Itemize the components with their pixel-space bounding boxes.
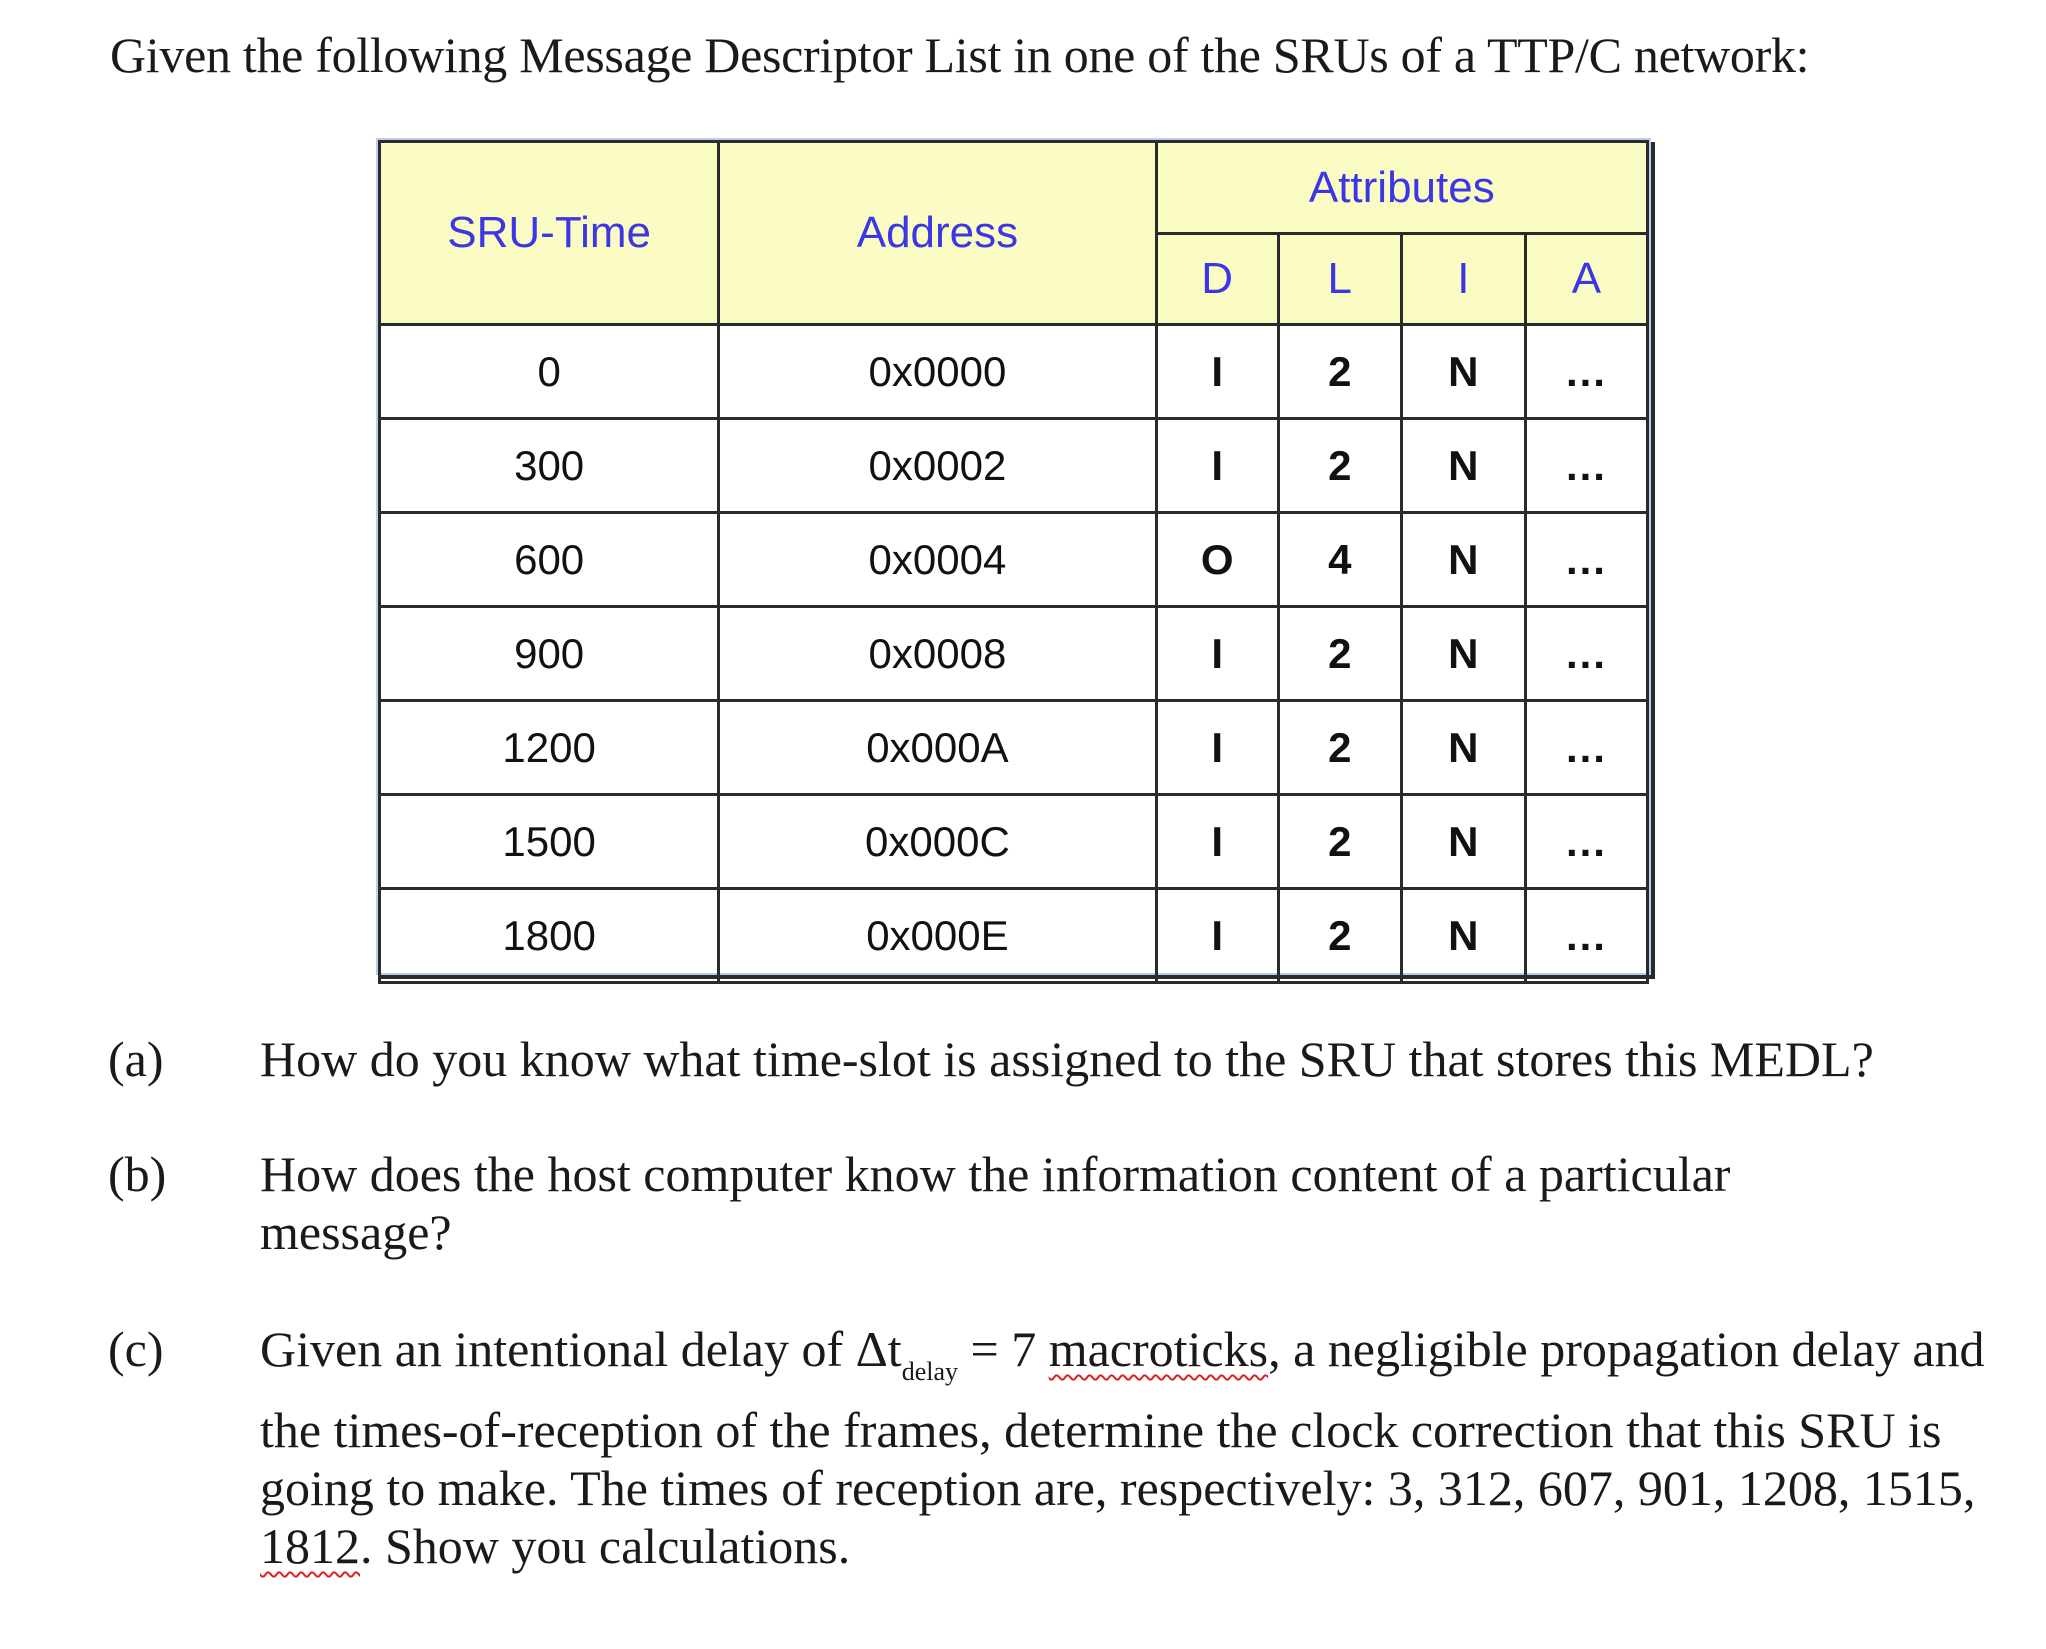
question-a-text: How do you know what time-slot is assigned to the SRU that stores this MEDL? [260, 1031, 1874, 1087]
header-d: D [1156, 234, 1278, 325]
cell-i: N [1401, 795, 1525, 889]
cell-sru-time: 0 [380, 325, 719, 419]
cell-l: 2 [1278, 889, 1401, 983]
question-c-part3: , a negligible propagation delay and the times-of-reception of the frames, determine the clock correction that this SRU is going to make. The times of reception are, respectively: 3, 312, 607, 901, 1208, 1515, [260, 1321, 1985, 1516]
medl-table-container [376, 138, 1651, 975]
cell-address: 0x000E [719, 889, 1156, 983]
cell-sru-time: 900 [380, 607, 719, 701]
header-l: L [1278, 234, 1401, 325]
medl-table [378, 140, 1649, 984]
cell-l: 2 [1278, 607, 1401, 701]
cell-d: I [1156, 607, 1278, 701]
cell-d: I [1156, 419, 1278, 513]
cell-l: 2 [1278, 795, 1401, 889]
intro-text: Given the following Message Descriptor List in one of the SRUs of a TTP/C network: [110, 27, 1810, 83]
question-c-part2: = 7 [958, 1321, 1049, 1377]
cell-a: ... [1525, 889, 1647, 983]
cell-i: N [1401, 513, 1525, 607]
cell-i: N [1401, 701, 1525, 795]
cell-l: 2 [1278, 419, 1401, 513]
cell-sru-time: 600 [380, 513, 719, 607]
header-a: A [1525, 234, 1647, 325]
cell-a: ... [1525, 701, 1647, 795]
header-attributes: Attributes [1156, 142, 1647, 234]
question-b-text: How does the host computer know the information content of a particular message? [260, 1146, 1731, 1260]
cell-sru-time: 1500 [380, 795, 719, 889]
delay-subscript: delay [901, 1357, 959, 1386]
cell-address: 0x000A [719, 701, 1156, 795]
question-c-part1: Given an intentional delay of Δt [260, 1321, 902, 1377]
cell-address: 0x0008 [719, 607, 1156, 701]
cell-address: 0x0002 [719, 419, 1156, 513]
cell-a: ... [1525, 795, 1647, 889]
header-sru-time: SRU-Time [380, 142, 719, 325]
cell-sru-time: 1200 [380, 701, 719, 795]
cell-sru-time: 1800 [380, 889, 719, 983]
table-row [380, 325, 1648, 419]
cell-address: 0x000C [719, 795, 1156, 889]
cell-d: I [1156, 889, 1278, 983]
cell-a: ... [1525, 513, 1647, 607]
cell-l: 4 [1278, 513, 1401, 607]
question-c-text [260, 1320, 2030, 1575]
table-row [380, 513, 1648, 607]
question-a-label: (a) [108, 1031, 164, 1087]
table-row [380, 889, 1648, 983]
table-row [380, 795, 1648, 889]
table-row [380, 607, 1648, 701]
cell-l: 2 [1278, 325, 1401, 419]
cell-i: N [1401, 419, 1525, 513]
cell-address: 0x0000 [719, 325, 1156, 419]
cell-d: I [1156, 325, 1278, 419]
cell-d: I [1156, 701, 1278, 795]
cell-a: ... [1525, 607, 1647, 701]
cell-a: ... [1525, 419, 1647, 513]
table-row [380, 701, 1648, 795]
cell-a: ... [1525, 325, 1647, 419]
question-b-label: (b) [108, 1146, 167, 1202]
cell-i: N [1401, 607, 1525, 701]
cell-d: O [1156, 513, 1278, 607]
macroticks-word: macroticks [1048, 1321, 1269, 1377]
last-reception-time: 1812 [260, 1518, 360, 1574]
cell-sru-time: 300 [380, 419, 719, 513]
table-row [380, 419, 1648, 513]
cell-d: I [1156, 795, 1278, 889]
cell-i: N [1401, 325, 1525, 419]
header-i: I [1401, 234, 1525, 325]
cell-l: 2 [1278, 701, 1401, 795]
question-c-part4: . Show you calculations. [360, 1518, 851, 1574]
header-address: Address [719, 142, 1156, 325]
question-c-label: (c) [108, 1321, 164, 1377]
cell-address: 0x0004 [719, 513, 1156, 607]
cell-i: N [1401, 889, 1525, 983]
